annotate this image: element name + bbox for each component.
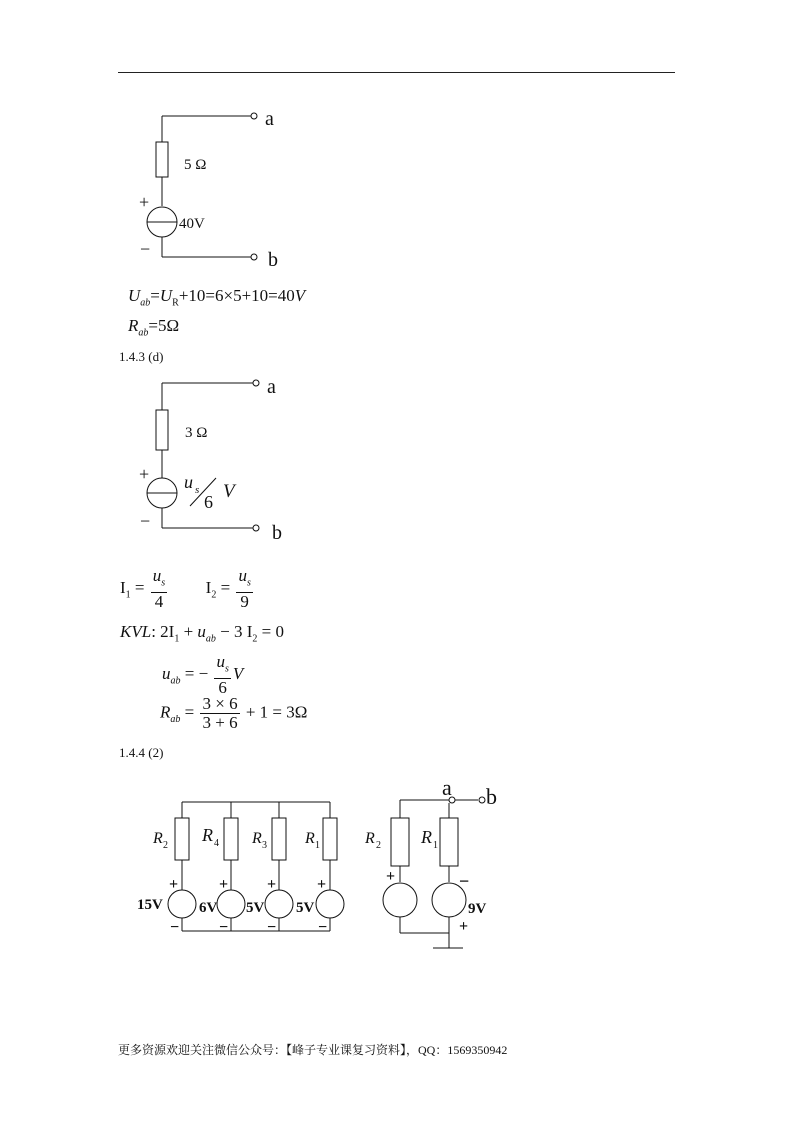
node-b-label: b	[268, 249, 278, 271]
svg-text:−: −	[459, 871, 470, 891]
svg-text:2: 2	[376, 840, 381, 851]
svg-text:R: R	[252, 830, 262, 847]
equation-kvl: KVL: $2I_1 + u_{ab} - 3$ $I_2 = 0$	[120, 622, 285, 645]
source-denominator: 6	[204, 492, 213, 512]
section-heading-1-4-4: 1.4.4 (2)	[119, 745, 164, 760]
resistor-r2	[391, 818, 409, 866]
source-15v	[168, 890, 196, 918]
svg-text:R: R	[305, 830, 315, 847]
svg-text:+: +	[219, 876, 229, 893]
source-numerator-sub: s	[195, 484, 200, 496]
circuit-diagram-3	[130, 790, 360, 950]
node-a-label: a	[442, 775, 452, 800]
source-5v-b	[316, 890, 344, 918]
svg-text:−: −	[170, 919, 180, 936]
svg-text:2: 2	[163, 840, 168, 851]
minus-sign: −	[140, 239, 151, 259]
svg-text:6V: 6V	[199, 900, 218, 916]
minus-sign: −	[140, 511, 151, 531]
svg-text:R: R	[202, 825, 213, 845]
svg-text:+: +	[169, 876, 179, 893]
svg-text:5V: 5V	[296, 900, 315, 916]
svg-text:1: 1	[315, 840, 320, 851]
source-unit: V	[223, 481, 235, 502]
resistor-r1	[323, 818, 337, 860]
svg-text:+: +	[317, 876, 327, 893]
section-heading-1-4-3: 1.4.3 (d)	[119, 349, 164, 364]
source-5v-a	[265, 890, 293, 918]
source-6v	[217, 890, 245, 918]
svg-text:1: 1	[433, 840, 438, 851]
equation-currents: $I_1$ = $\frac{u_s}{4}$ $I_2$ = $\frac{u_s}{9}$	[120, 566, 251, 612]
resistor-5ohm	[156, 142, 168, 177]
node-b-label: b	[272, 522, 282, 544]
equation-rab-2: $R_{ab}$ = $\frac{3 \times 6}{3 + 6}$ + 1 = 3Ω	[160, 694, 308, 732]
resistor-3ohm	[156, 410, 168, 450]
svg-text:+: +	[267, 876, 277, 893]
svg-text:5V: 5V	[246, 900, 265, 916]
footer-note: 更多资源欢迎关注微信公众号：【峰子专业课复习资料】，QQ：1569350942	[118, 1043, 508, 1057]
resistor-label: 3 Ω	[185, 425, 208, 441]
resistor-r2	[175, 818, 189, 860]
plus-sign: +	[139, 464, 150, 484]
equation-uab-2: $u_{ab}$ = − $\frac{u_s}{6}$ V	[162, 652, 244, 698]
node-b-label: b	[486, 784, 497, 809]
plus-sign: +	[139, 192, 150, 212]
resistor-r4	[224, 818, 238, 860]
resistor-r3	[272, 818, 286, 860]
svg-text:4: 4	[214, 838, 219, 849]
source-r2-branch	[383, 883, 417, 917]
circuit-diagram-4	[360, 772, 520, 957]
source-label: 40V	[179, 216, 205, 232]
source-numerator: u	[184, 472, 193, 492]
svg-text:−: −	[267, 919, 277, 936]
equation-rab: $R_{ab}=5\Omega$	[128, 316, 180, 339]
svg-text:−: −	[318, 919, 328, 936]
svg-text:+: +	[386, 868, 396, 885]
node-a-label: a	[265, 108, 274, 130]
resistor-label: 5 Ω	[184, 157, 207, 173]
svg-text:15V: 15V	[137, 897, 163, 913]
svg-text:3: 3	[262, 840, 267, 851]
svg-text:R: R	[365, 830, 375, 847]
svg-text:R: R	[421, 827, 432, 847]
svg-text:+: +	[459, 918, 469, 935]
circuit-diagram-2	[130, 370, 310, 545]
resistor-r1	[440, 818, 458, 866]
node-a-label: a	[267, 376, 276, 398]
header-rule	[118, 72, 675, 73]
svg-text:−: −	[219, 919, 229, 936]
svg-text:R: R	[153, 830, 163, 847]
equation-uab: $U_{ab}=U_R+10=6\times 5+10=40V$	[128, 286, 306, 309]
circuit-diagram-1	[130, 100, 300, 270]
svg-text:9V: 9V	[468, 901, 487, 917]
